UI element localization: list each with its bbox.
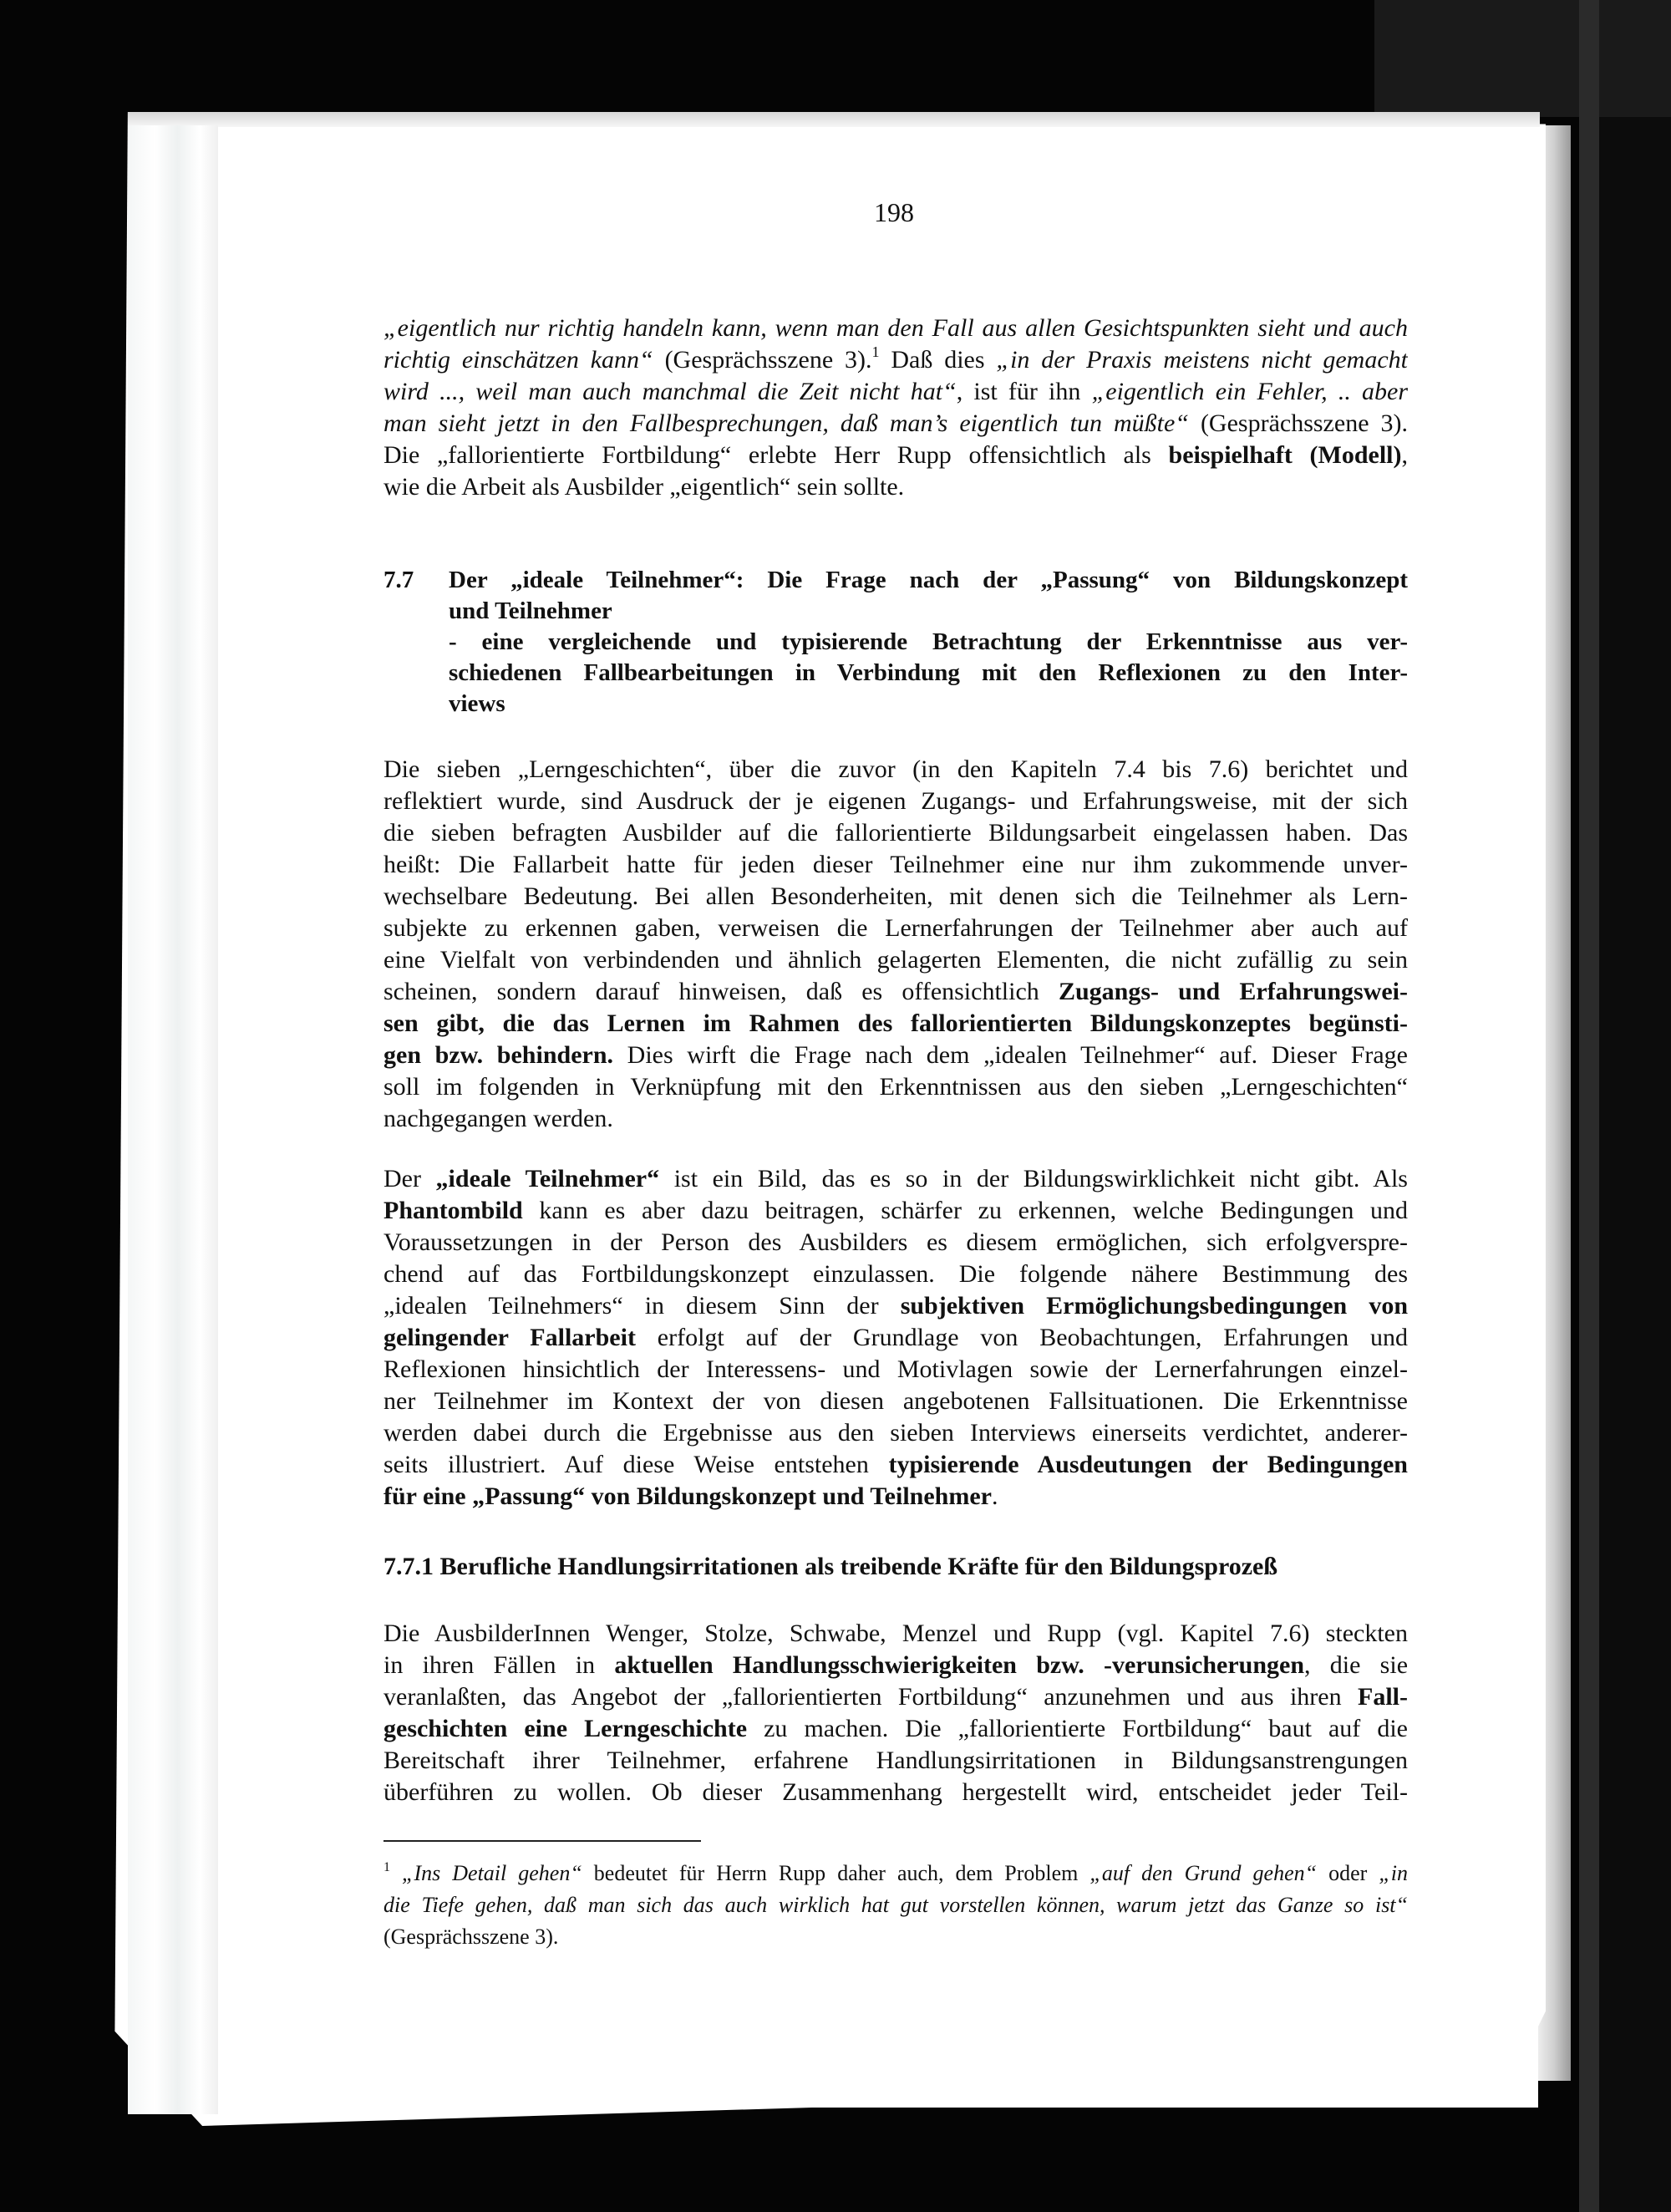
- page-number: 198: [874, 197, 914, 227]
- text-line: [449, 627, 1408, 658]
- text-line: [383, 1040, 1408, 1071]
- text-span: ner Teilnehmer im Kontext der von diesen angebotenen Fallsituationen. Die Erkenntnisse: [383, 1387, 1408, 1415]
- footnote-1: [383, 1858, 1408, 1953]
- italic-quote: „auf den Grund gehen“: [1089, 1861, 1318, 1885]
- text-line: [383, 786, 1408, 817]
- italic-quote: die Tiefe gehen, daß man sich das auch wirklich hat gut vorstellen können, warum jetzt das Ganze so ist“: [383, 1893, 1408, 1917]
- bold-text: gen bzw. behindern.: [383, 1041, 614, 1069]
- text-line: [383, 1354, 1408, 1386]
- text-line: [383, 913, 1408, 944]
- italic-quote: „in der Praxis meistens nicht gemacht: [996, 346, 1408, 374]
- background-dark-band: [1374, 0, 1671, 117]
- text-line: [383, 313, 1408, 344]
- text-span: bedeutet für Herrn Rupp daher auch, dem Problem: [582, 1861, 1090, 1885]
- text-line: [383, 440, 1408, 471]
- text-span: (Gesprächsszene 3).: [383, 1925, 559, 1949]
- footnote-marker: 1: [871, 344, 880, 360]
- text-line: [383, 1921, 1408, 1953]
- text-span: ist ein Bild, das es so in der Bildungswirklichkeit nicht gibt. Als: [659, 1165, 1408, 1192]
- text-line: [383, 881, 1408, 913]
- text-span: in ihren Fällen in: [383, 1651, 615, 1679]
- text-span: Dies wirft die Frage nach dem „idealen Teilnehmer“ auf. Dieser Frage: [613, 1041, 1408, 1069]
- text-span: chend auf das Fortbildungskonzept einzulassen. Die folgende nähere Bestimmung des: [383, 1260, 1408, 1288]
- text-line: [383, 1777, 1408, 1808]
- text-line: [449, 565, 1408, 596]
- text-span: , die sie: [1304, 1651, 1408, 1679]
- text-span: die sieben befragten Ausbilder auf die fallorientierte Bildungsarbeit eingelassen haben. Das: [383, 819, 1408, 847]
- text-line: [383, 1681, 1408, 1713]
- italic-quote: „eigentlich ein Fehler, .. aber: [1091, 378, 1408, 405]
- bold-text: Fall-: [1358, 1683, 1408, 1711]
- text-line: [383, 1103, 1408, 1135]
- bold-text: und Teilnehmer: [449, 597, 612, 624]
- section-title: [449, 565, 1408, 720]
- bold-text: views: [449, 690, 505, 717]
- text-span: erfolgt auf der Grundlage von Beobachtungen, Erfahrungen und: [635, 1324, 1408, 1351]
- background-right: [1599, 117, 1671, 2212]
- text-line: [383, 344, 1408, 376]
- italic-quote: man sieht jetzt in den Fallbesprechungen, daß man’s eigentlich tun müßte“: [383, 409, 1189, 437]
- text-line: [383, 1290, 1408, 1322]
- bold-text: typisierende Ausdeutungen der Bedingungen: [888, 1451, 1408, 1478]
- text-line: [383, 1322, 1408, 1354]
- text-line: [383, 471, 1408, 503]
- text-line: [383, 1650, 1408, 1681]
- text-span: überführen zu wollen. Ob dieser Zusammenhang hergestellt wird, entscheidet jeder Teil-: [383, 1778, 1408, 1806]
- text-span: Die „fallorientierte Fortbildung“ erlebte Herr Rupp offensichtlich als: [383, 441, 1169, 469]
- text-line: [383, 976, 1408, 1008]
- text-line: [383, 1386, 1408, 1417]
- text-span: Voraussetzungen in der Person des Ausbilders es diesem ermöglichen, sich erfolgverspre-: [383, 1228, 1408, 1256]
- footnote-separator: [383, 1840, 701, 1842]
- text-line: [383, 754, 1408, 786]
- paragraph-lerngeschichten: [383, 754, 1408, 1135]
- text-span: eine Vielfalt von verbindenden und ähnlich gelagerten Elementen, die nicht zufällig zu sein: [383, 946, 1408, 974]
- text-line: [383, 1449, 1408, 1481]
- text-span: scheinen, sondern darauf hinweisen, daß es offensichtlich: [383, 978, 1059, 1005]
- text-line: [383, 1858, 1408, 1889]
- text-line: [383, 1227, 1408, 1259]
- italic-quote: „in: [1379, 1861, 1408, 1885]
- bold-text: beispielhaft (Modell): [1168, 441, 1402, 469]
- text-span: heißt: Die Fallarbeit hatte für jeden dieser Teilnehmer eine nur ihm zukommende unver-: [383, 851, 1408, 878]
- text-span: reflektiert wurde, sind Ausdruck der je eigenen Zugangs- und Erfahrungsweise, mit der sich: [383, 787, 1408, 815]
- footnote-marker: 1: [383, 1860, 390, 1874]
- text-span: kann es aber dazu beitragen, schärfer zu erkennen, welche Bedingungen und: [522, 1197, 1408, 1224]
- text-span: .: [991, 1482, 998, 1510]
- text-span: veranlaßten, das Angebot der „fallorientierten Fortbildung“ anzunehmen und aus ihren: [383, 1683, 1358, 1711]
- text-line: [383, 944, 1408, 976]
- text-span: oder: [1317, 1861, 1379, 1885]
- text-span: wie die Arbeit als Ausbilder „eigentlich“ sein sollte.: [383, 473, 905, 501]
- text-line: [383, 1417, 1408, 1449]
- text-span: soll im folgenden in Verknüpfung mit den Erkenntnissen aus den sieben „Lerngeschichten“: [383, 1073, 1408, 1101]
- bold-text: „ideale Teilnehmer“: [435, 1165, 660, 1192]
- text-span: zu machen. Die „fallorientierte Fortbildung“ baut auf die: [747, 1715, 1408, 1742]
- bold-text: Phantombild: [383, 1197, 523, 1224]
- adjacent-page-edge: [1579, 0, 1599, 2212]
- text-span: nachgegangen werden.: [383, 1105, 613, 1132]
- bold-text: Zugangs- und Erfahrungswei-: [1058, 978, 1408, 1005]
- text-span: Der: [383, 1165, 436, 1192]
- bold-text: Der „ideale Teilnehmer“: Die Frage nach der „Passung“ von Bildungskonzept: [449, 567, 1408, 593]
- text-span: werden dabei durch die Ergebnisse aus den sieben Interviews einerseits verdichtet, anderer-: [383, 1419, 1408, 1447]
- bold-text: für eine „Passung“ von Bildungskonzept und Teilnehmer: [383, 1482, 992, 1510]
- text-line: [383, 1889, 1408, 1921]
- text-line: [383, 376, 1408, 408]
- italic-quote: wird ..., weil man auch manchmal die Zeit nicht hat“: [383, 378, 957, 405]
- text-line: [383, 1259, 1408, 1290]
- paragraph-idealer-teilnehmer: [383, 1163, 1408, 1513]
- italic-quote: „Ins Detail gehen“: [402, 1861, 582, 1885]
- page-stack-top-edge: [128, 112, 1540, 127]
- text-line: [383, 1163, 1408, 1195]
- text-line: [383, 1195, 1408, 1227]
- bold-text: geschichten eine Lerngeschichte: [383, 1715, 748, 1742]
- text-line: [383, 849, 1408, 881]
- text-line: [449, 689, 1408, 720]
- page-stack-left-edge: [128, 125, 218, 2114]
- text-line: [383, 1481, 1408, 1513]
- text-span: Reflexionen hinsichtlich der Interessens- und Motivlagen sowie der Lernerfahrungen einzel-: [383, 1355, 1408, 1383]
- text-span: Daß dies: [879, 346, 997, 374]
- text-line: [383, 1745, 1408, 1777]
- bold-text: aktuellen Handlungsschwierigkeiten bzw. -verunsicherungen: [614, 1651, 1305, 1679]
- section-number: 7.7: [383, 567, 414, 593]
- text-span: „idealen Teilnehmers“ in diesem Sinn der: [383, 1292, 901, 1320]
- text-span: [390, 1861, 402, 1885]
- section-heading-7-7: [383, 565, 1408, 720]
- bold-text: sen gibt, die das Lernen im Rahmen des fallorientierten Bildungskonzeptes begünsti-: [383, 1009, 1408, 1037]
- italic-quote: richtig einschätzen kann“: [383, 346, 653, 374]
- paragraph-quote-continuation: [383, 313, 1408, 503]
- text-line: [383, 1618, 1408, 1650]
- text-line: [383, 1071, 1408, 1103]
- text-span: seits illustriert. Auf diese Weise entstehen: [383, 1451, 889, 1478]
- text-span: (Gesprächsszene 3).: [1188, 409, 1408, 437]
- text-line: [383, 1713, 1408, 1745]
- text-span: ,: [1401, 441, 1408, 469]
- text-span: Bereitschaft ihrer Teilnehmer, erfahrene Handlungsirritationen in Bildungsanstrengungen: [383, 1747, 1408, 1774]
- text-span: Die sieben „Lerngeschichten“, über die zuvor (in den Kapiteln 7.4 bis 7.6) berichtet und: [383, 755, 1408, 783]
- text-span: subjekte zu erkennen gaben, verweisen die Lernerfahrungen der Teilnehmer aber auch auf: [383, 914, 1408, 942]
- text-span: (Gesprächsszene 3).: [653, 346, 872, 374]
- bold-text: - eine vergleichende und typisierende Betrachtung der Erkenntnisse aus ver-: [449, 628, 1408, 655]
- subsection-heading-7-7-1: 7.7.1 Berufliche Handlungsirritationen als treibende Kräfte für den Bildungsprozeß: [383, 1553, 1278, 1580]
- text-span: Die AusbilderInnen Wenger, Stolze, Schwabe, Menzel und Rupp (vgl. Kapitel 7.6) steckten: [383, 1620, 1408, 1647]
- paragraph-handlungsirritationen: [383, 1618, 1408, 1808]
- italic-quote: „eigentlich nur richtig handeln kann, wenn man den Fall aus allen Gesichtspunkten sieht und auch: [383, 314, 1408, 342]
- text-span: , ist für ihn: [956, 378, 1092, 405]
- bold-text: schiedenen Fallbearbeitungen in Verbindung mit den Reflexionen zu den Inter-: [449, 659, 1408, 686]
- text-line: [449, 596, 1408, 627]
- bold-text: subjektiven Ermöglichungsbedingungen von: [900, 1292, 1408, 1320]
- text-span: wechselbare Bedeutung. Bei allen Besonderheiten, mit denen sich die Teilnehmer als Lern-: [383, 882, 1408, 910]
- text-line: [383, 408, 1408, 440]
- text-line: [449, 658, 1408, 689]
- text-line: [383, 1008, 1408, 1040]
- bold-text: gelingender Fallarbeit: [383, 1324, 636, 1351]
- text-line: [383, 817, 1408, 849]
